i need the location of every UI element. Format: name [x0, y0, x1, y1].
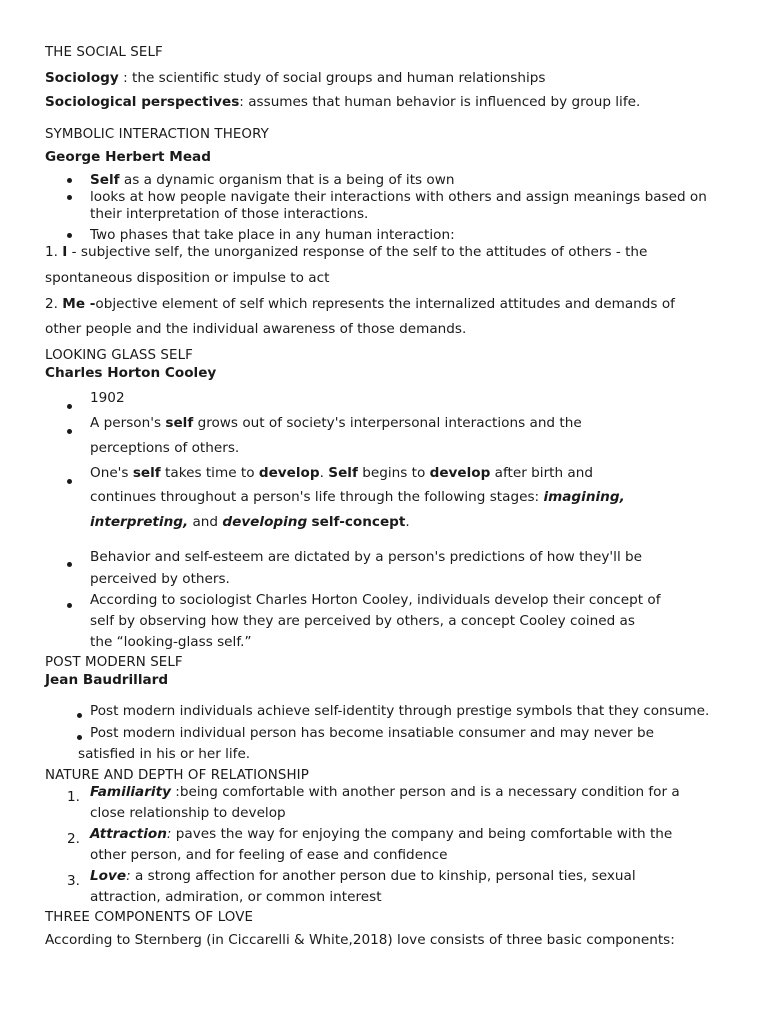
phase-i-line-1: [45, 244, 647, 260]
cooley-bullet-according-3: the “looking-glass self.”: [90, 634, 252, 650]
list-number: 3.: [67, 873, 80, 889]
text-run: and: [188, 514, 223, 530]
mead-bullet-navigate-1: looks at how people navigate their interactions with others and assign meanings based on: [90, 189, 707, 205]
text-run: A person's: [90, 415, 166, 431]
bullet-icon: [67, 562, 72, 567]
self-concept-term: self-concept: [311, 514, 406, 530]
phase-i-line-2: spontaneous disposition or impulse to act: [45, 270, 330, 286]
cooley-bullet-according-2: self by observing how they are perceived by others, a concept Cooley coined as: [90, 613, 635, 629]
cooley-bullet-develop-3: [90, 514, 410, 530]
text-run: One's: [90, 465, 133, 481]
self-term: self: [132, 465, 161, 481]
phase-i-text: - subjective self, the unorganized response of the self to the attitudes of others - the: [67, 244, 648, 260]
heading-social-self: THE SOCIAL SELF: [45, 45, 163, 60]
phase-me-line-1: [45, 296, 675, 312]
familiarity-term: Familiarity: [90, 784, 171, 800]
bullet-icon: [67, 429, 72, 434]
cooley-bullet-develop-2: [90, 489, 625, 505]
phase-me-term: Me -: [62, 296, 96, 312]
list-number: 1.: [67, 789, 80, 805]
relationship-love-1: [90, 868, 636, 884]
phase-i-term: I: [62, 244, 68, 260]
bullet-icon: [77, 735, 82, 740]
cooley-bullet-person-2: perceptions of others.: [90, 440, 240, 456]
text-run: .: [319, 465, 329, 481]
text-run: after birth and: [490, 465, 593, 481]
sociology-term: Sociology: [45, 70, 119, 86]
mead-bullet-phases: Two phases that take place in any human interaction:: [90, 227, 455, 243]
bullet-icon: [77, 713, 82, 718]
text-run: grows out of society's interpersonal interactions and the: [193, 415, 582, 431]
text-run: :: [166, 826, 172, 842]
bullet-icon: [67, 195, 72, 200]
stage-interpreting: interpreting,: [90, 514, 189, 530]
author-cooley: Charles Horton Cooley: [45, 365, 217, 381]
text-run: :being comfortable with another person and is a necessary condition for a: [170, 784, 680, 800]
cooley-bullet-behavior-2: perceived by others.: [90, 571, 230, 587]
develop-term: develop: [258, 465, 320, 481]
mead-bullet-self: [90, 172, 454, 188]
heading-post-modern: POST MODERN SELF: [45, 655, 183, 670]
sociology-text: : the scientific study of social groups and human relationships: [118, 70, 546, 86]
mead-bullet-navigate-2: their interpretation of those interactions.: [90, 206, 369, 222]
heading-looking-glass: LOOKING GLASS SELF: [45, 348, 193, 363]
text-run: begins to: [357, 465, 430, 481]
phase-me-line-2: other people and the individual awareness of those demands.: [45, 321, 467, 337]
love-components-intro: According to Sternberg (in Ciccarelli & White,2018) love consists of three basic components:: [45, 932, 675, 948]
relationship-love-2: attraction, admiration, or common interest: [90, 889, 382, 905]
pm-bullet-consumer-1: Post modern individual person has become insatiable consumer and may never be: [90, 725, 654, 741]
develop-term: develop: [429, 465, 491, 481]
heading-relationship: NATURE AND DEPTH OF RELATIONSHIP: [45, 768, 309, 783]
heading-love-components: THREE COMPONENTS OF LOVE: [45, 910, 254, 925]
pm-bullet-consumer-2: satisfied in his or her life.: [78, 746, 251, 762]
text-run: paves the way for enjoying the company and being comfortable with the: [171, 826, 673, 842]
stage-imagining: imagining,: [543, 489, 625, 505]
author-baudrillard: Jean Baudrillard: [45, 672, 169, 688]
relationship-attraction-1: [90, 826, 672, 842]
cooley-bullet-year: 1902: [90, 390, 125, 406]
self-term: Self: [90, 172, 120, 188]
cooley-bullet-behavior-1: Behavior and self-esteem are dictated by a person's predictions of how they'll be: [90, 549, 643, 565]
cooley-bullet-according-1: According to sociologist Charles Horton Cooley, individuals develop their concept of: [90, 592, 661, 608]
text-run: takes time to: [160, 465, 259, 481]
bullet-icon: [67, 233, 72, 238]
list-number: 2.: [67, 831, 80, 847]
author-mead: George Herbert Mead: [45, 149, 211, 165]
relationship-familiarity-1: [90, 784, 680, 800]
self-term: self: [165, 415, 194, 431]
perspectives-definition: [45, 94, 640, 110]
bullet-icon: [67, 404, 72, 409]
bullet-icon: [67, 178, 72, 183]
text-run: continues throughout a person's life through the following stages:: [90, 489, 544, 505]
sociology-definition: [45, 70, 545, 86]
pm-bullet-identity: Post modern individuals achieve self-identity through prestige symbols that they consume.: [90, 703, 710, 719]
attraction-term: Attraction: [90, 826, 167, 842]
perspectives-term: Sociological perspectives: [45, 94, 240, 110]
cooley-bullet-develop-1: [90, 465, 593, 481]
bullet-icon: [67, 603, 72, 608]
phase-me-number: 2.: [45, 296, 63, 312]
stage-developing: developing: [222, 514, 308, 530]
text-run: .: [405, 514, 410, 530]
relationship-attraction-2: other person, and for feeling of ease and confidence: [90, 847, 448, 863]
text-run: :: [126, 868, 131, 884]
heading-symbolic-interaction: SYMBOLIC INTERACTION THEORY: [45, 127, 269, 142]
love-term: Love: [90, 868, 127, 884]
cooley-bullet-person-1: [90, 415, 582, 431]
phase-me-text: objective element of self which represents the internalized attitudes and demands of: [95, 296, 675, 312]
text-run: a strong affection for another person due to kinship, personal ties, sexual: [130, 868, 636, 884]
phase-i-number: 1.: [45, 244, 63, 260]
self-term: Self: [328, 465, 358, 481]
relationship-familiarity-2: close relationship to develop: [90, 805, 286, 821]
perspectives-text: : assumes that human behavior is influenced by group life.: [239, 94, 641, 110]
bullet-icon: [67, 479, 72, 484]
self-text: as a dynamic organism that is a being of its own: [119, 172, 455, 188]
